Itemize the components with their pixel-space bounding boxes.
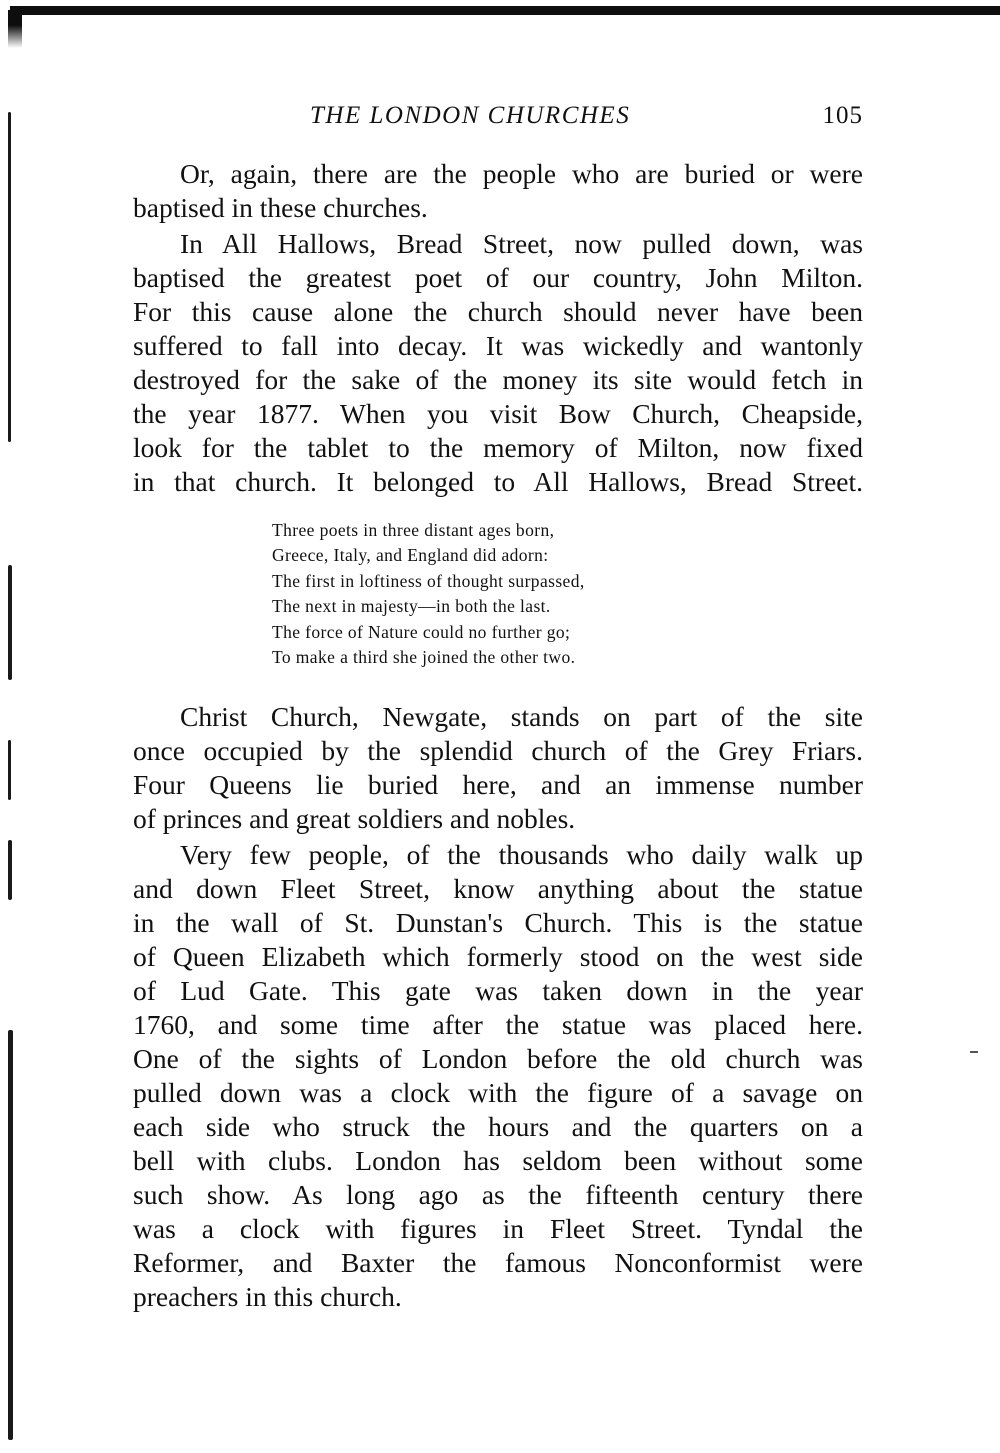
text-line: Four Queens lie buried here, and an immense number (133, 769, 863, 800)
text-line: Reformer, and Baxter the famous Nonconformist were (133, 1247, 863, 1278)
text-line: in that church. It belonged to All Hallows, Bread Street. (133, 466, 863, 497)
running-title: THE LONDON CHURCHES (310, 102, 631, 129)
text-line: Very few people, of the thousands who daily walk up (180, 839, 863, 870)
scan-margin-mark (8, 840, 12, 900)
text-line: Christ Church, Newgate, stands on part of the site (180, 701, 863, 732)
text-line: bell with clubs. London has seldom been without some (133, 1145, 863, 1176)
text-line: suffered to fall into decay. It was wickedly and wantonly (133, 330, 863, 361)
verse-line: The first in loftiness of thought surpassed, (272, 571, 585, 591)
scan-margin-mark (8, 565, 12, 680)
text-line: Or, again, there are the people who are buried or were (180, 158, 863, 189)
text-line: preachers in this church. (133, 1281, 402, 1312)
text-line: In All Hallows, Bread Street, now pulled down, was (180, 228, 863, 259)
text-line: For this cause alone the church should never have been (133, 296, 863, 327)
text-line: 1760, and some time after the statue was placed here. (133, 1009, 863, 1040)
verse-line: The next in majesty—in both the last. (272, 596, 551, 616)
text-line: once occupied by the splendid church of the Grey Friars. (133, 735, 863, 766)
text-line: of Queen Elizabeth which formerly stood on the west side (133, 941, 863, 972)
scan-margin-mark (8, 1030, 13, 1440)
text-line: in the wall of St. Dunstan's Church. This is the statue (133, 907, 863, 938)
text-line: of princes and great soldiers and nobles. (133, 803, 576, 834)
text-line: baptised in these churches. (133, 192, 428, 223)
text-line: and down Fleet Street, know anything about the statue (133, 873, 863, 904)
scan-margin-mark (8, 112, 11, 442)
running-head (133, 100, 863, 134)
text-line: each side who struck the hours and the quarters on a (133, 1111, 863, 1142)
text-line: such show. As long ago as the fifteenth century there (133, 1179, 863, 1210)
text-line: was a clock with figures in Fleet Street. Tyndal the (133, 1213, 863, 1244)
text-line: the year 1877. When you visit Bow Church, Cheapside, (133, 398, 863, 429)
scan-margin-mark (8, 740, 11, 800)
text-line: One of the sights of London before the old church was (133, 1043, 863, 1074)
text-line: pulled down was a clock with the figure of a savage on (133, 1077, 863, 1108)
verse-line: Greece, Italy, and England did adorn: (272, 545, 549, 565)
text-line: look for the tablet to the memory of Milton, now fixed (133, 432, 863, 463)
verse-line: To make a third she joined the other two. (272, 647, 576, 667)
page-number: 105 (822, 102, 863, 129)
scan-margin-dash (970, 1051, 978, 1053)
top-border-rule-tail (8, 10, 22, 48)
top-border-rule (10, 6, 1000, 15)
text-line: of Lud Gate. This gate was taken down in the year (133, 975, 863, 1006)
text-line: baptised the greatest poet of our country, John Milton. (133, 262, 863, 293)
verse-line: The force of Nature could no further go; (272, 622, 571, 642)
text-line: destroyed for the sake of the money its site would fetch in (133, 364, 863, 395)
verse-line: Three poets in three distant ages born, (272, 520, 555, 540)
